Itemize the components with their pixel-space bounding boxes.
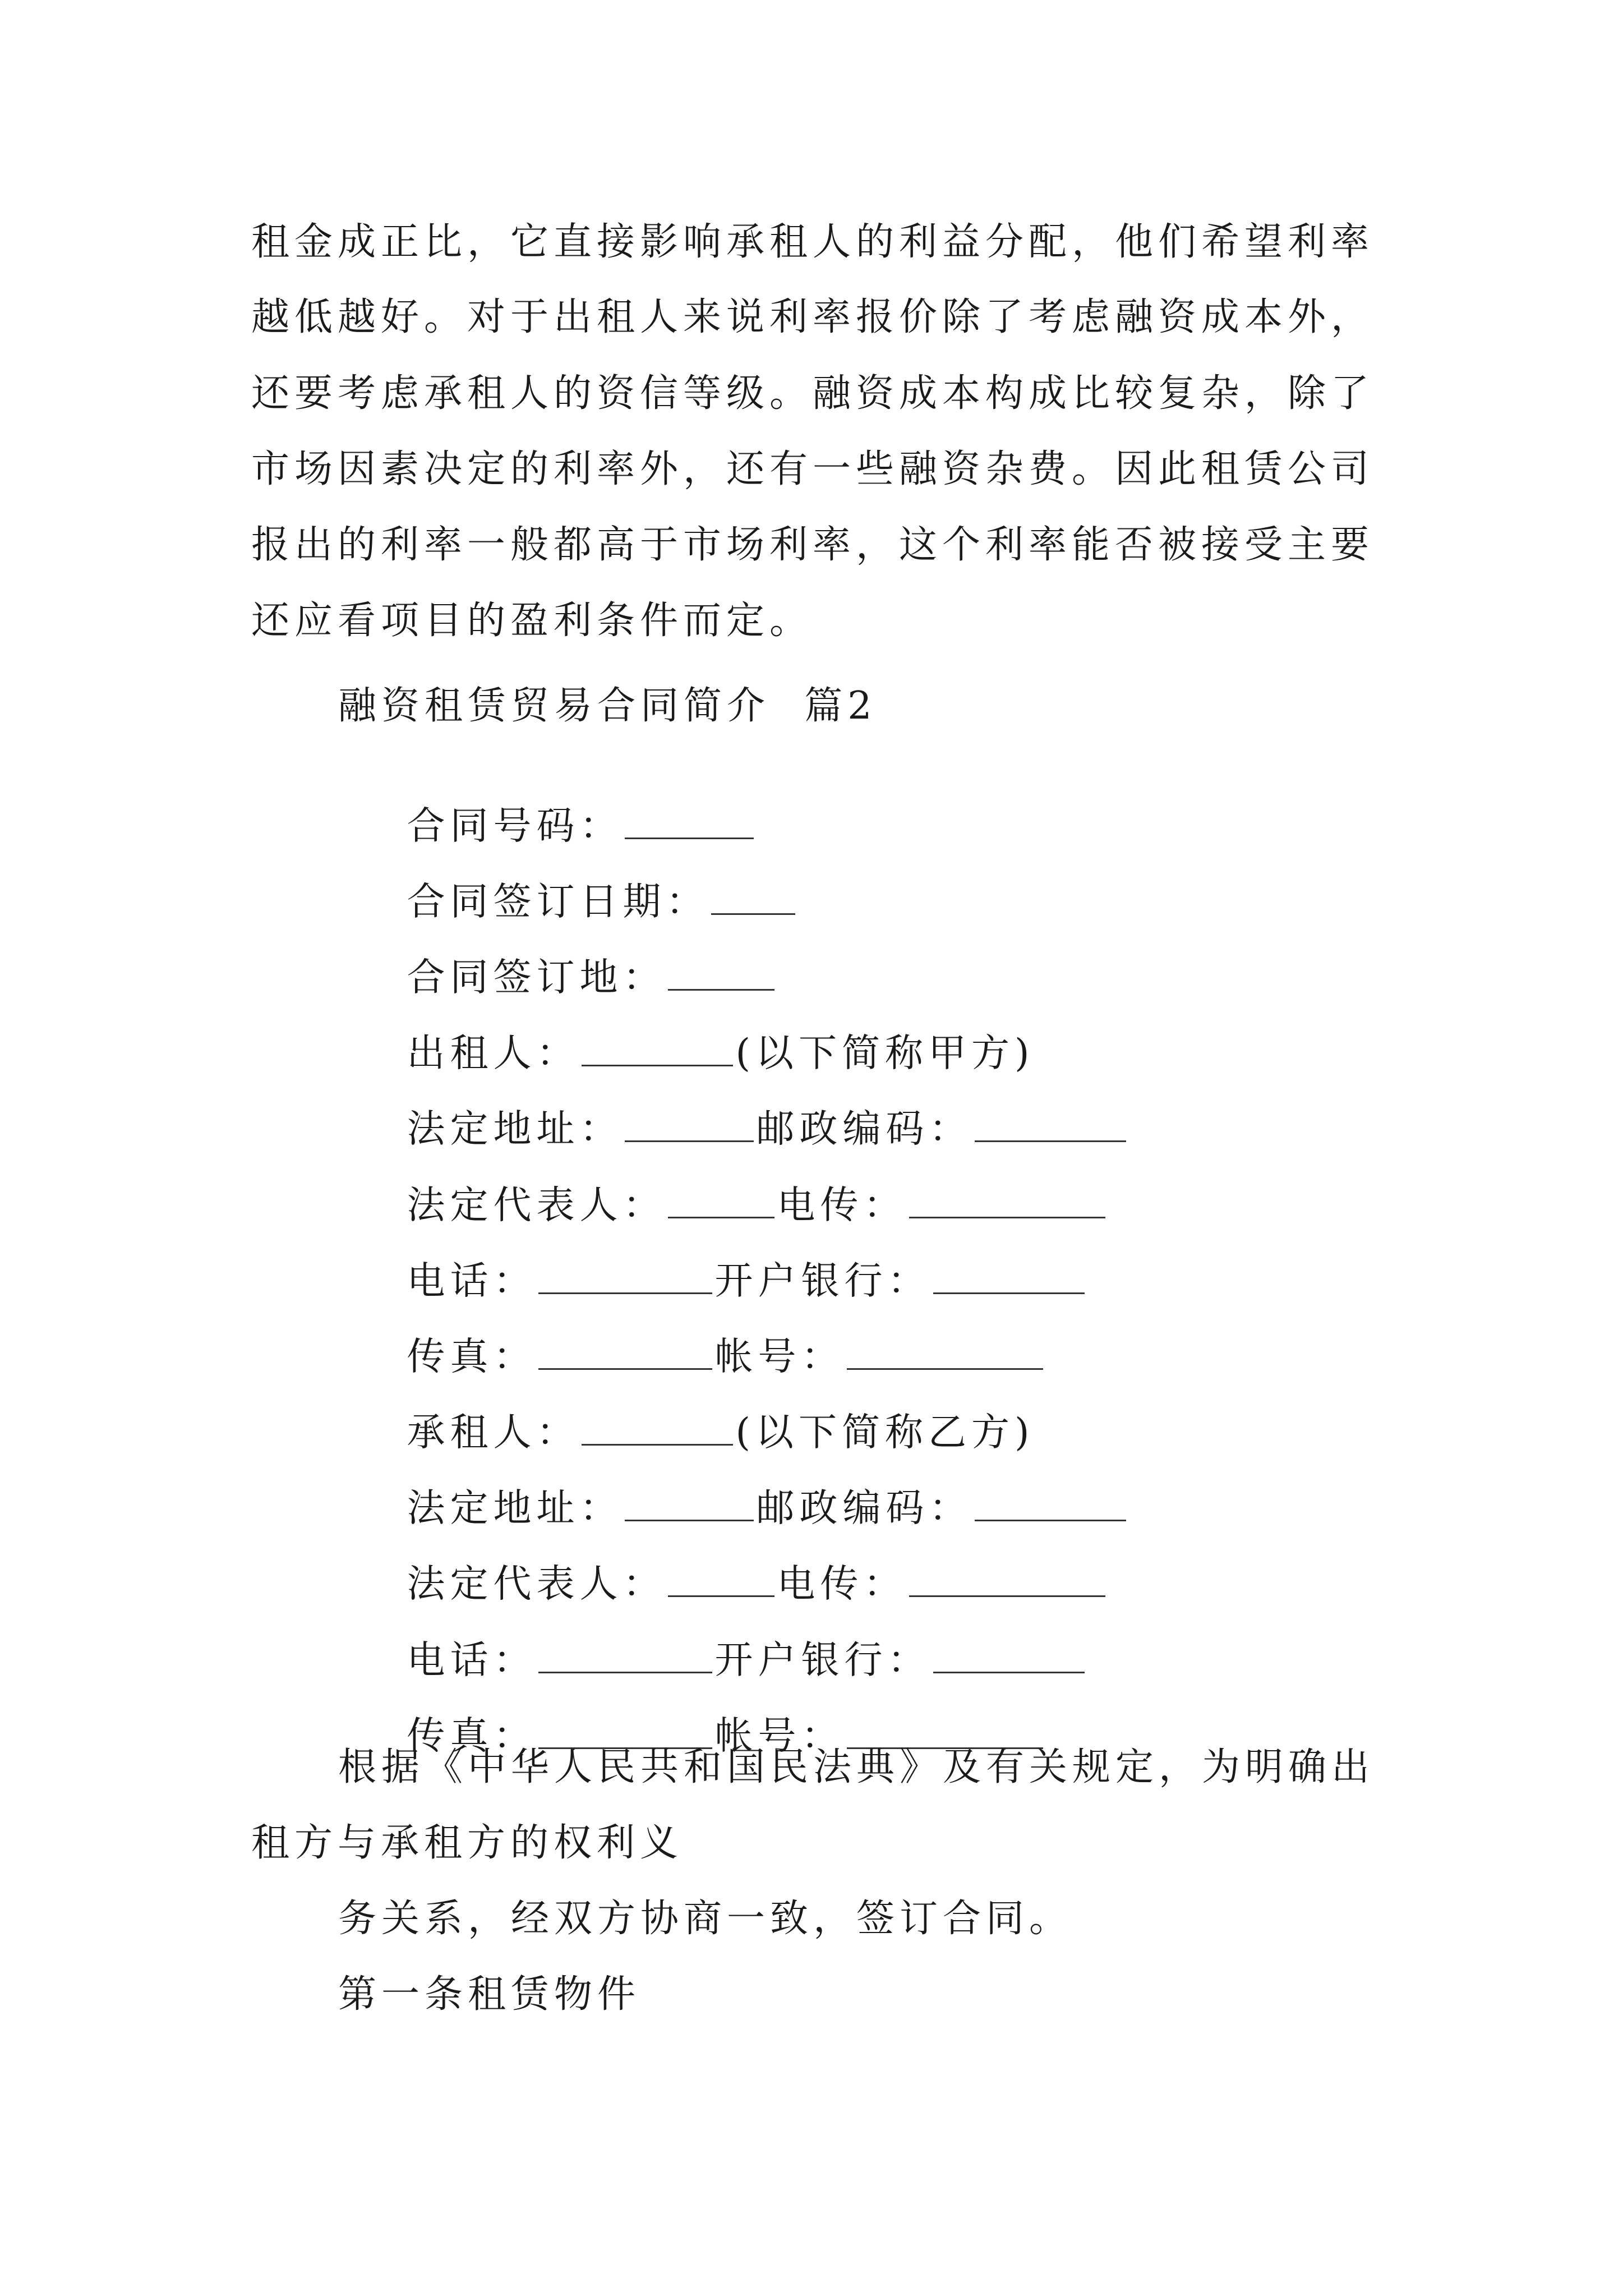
lessee-account-label: 帐号：	[714, 1714, 845, 1759]
lessee-label: 承租人：	[407, 1410, 580, 1455]
intro-line-1: 租金成正比，它直接影响承租人的利益分配，他们希望利率	[251, 220, 1375, 264]
contract-number-label: 合同号码：	[407, 804, 623, 849]
closing-line-2: 租方与承租方的权利义	[251, 1821, 684, 1865]
lessor-phone-blank	[538, 1256, 712, 1294]
lessee-address-label: 法定地址：	[407, 1486, 623, 1531]
lessor-postcode-label: 邮政编码：	[756, 1107, 972, 1152]
lessee-rep-label: 法定代表人：	[407, 1562, 666, 1607]
lessee-postcode-label: 邮政编码：	[756, 1486, 972, 1531]
intro-line-4: 市场因素决定的利率外，还有一些融资杂费。因此租赁公司	[251, 447, 1375, 491]
lessor-postcode-blank	[975, 1104, 1126, 1142]
intro-line-2: 越低越好。对于出租人来说利率报价除了考虑融资成本外，	[251, 295, 1375, 339]
lessor-phone-label: 电话：	[407, 1259, 537, 1304]
lessor-address-label: 法定地址：	[407, 1107, 623, 1152]
intro-line-6: 还应看项目的盈利条件而定。	[251, 599, 813, 643]
lessee-fax-blank	[538, 1711, 712, 1749]
lessee-fax-label: 传真：	[407, 1714, 537, 1759]
closing-line-3: 务关系，经双方协商一致，签订合同。	[338, 1897, 1073, 1941]
lessee-telex-label: 电传：	[777, 1562, 907, 1607]
lessee-bank-blank	[933, 1635, 1085, 1673]
lessee-bank-label: 开户银行：	[714, 1638, 931, 1683]
lessee-telex-blank	[909, 1559, 1105, 1597]
lessor-telex-blank	[909, 1180, 1105, 1218]
intro-line-3: 还要考虑承租人的资信等级。融资成本构成比较复杂，除了	[251, 371, 1375, 416]
lessee-blank	[582, 1407, 733, 1446]
lessee-rep-blank	[668, 1559, 774, 1597]
lessor-address-blank	[625, 1104, 754, 1142]
lessor-rep-blank	[668, 1180, 774, 1218]
lessor-label: 出租人：	[407, 1031, 580, 1076]
lessor-suffix: (以下简称甲方)	[735, 1031, 1035, 1076]
intro-line-5: 报出的利率一般都高于市场利率，这个利率能否被接受主要	[251, 523, 1375, 567]
contract-place-blank	[668, 953, 774, 991]
lessor-blank	[582, 1028, 733, 1066]
lessee-suffix: (以下简称乙方)	[735, 1410, 1035, 1455]
closing-line-1: 根据《中华人民共和国民法典》及有关规定，为明确出	[338, 1745, 1375, 1789]
lessee-address-blank	[625, 1483, 754, 1521]
lessor-bank-label: 开户银行：	[714, 1259, 931, 1304]
lessee-phone-label: 电话：	[407, 1638, 537, 1683]
contract-date-blank	[711, 877, 795, 915]
lessor-fax-label: 传真：	[407, 1335, 537, 1379]
lessee-account-blank	[847, 1711, 1043, 1749]
lessor-account-label: 帐号：	[714, 1335, 845, 1379]
lessor-telex-label: 电传：	[777, 1183, 907, 1228]
lessee-phone-blank	[538, 1635, 712, 1673]
lessor-rep-label: 法定代表人：	[407, 1183, 666, 1228]
section-title: 融资租赁贸易合同简介 篇2	[338, 684, 877, 728]
lessor-bank-blank	[933, 1256, 1085, 1294]
article-1-heading: 第一条租赁物件	[338, 1972, 641, 2017]
contract-date-label: 合同签订日期：	[407, 880, 709, 924]
lessor-fax-blank	[538, 1332, 712, 1370]
lessor-account-blank	[847, 1332, 1043, 1370]
contract-number-blank	[625, 801, 754, 839]
contract-place-label: 合同签订地：	[407, 955, 666, 1000]
lessee-postcode-blank	[975, 1483, 1126, 1521]
